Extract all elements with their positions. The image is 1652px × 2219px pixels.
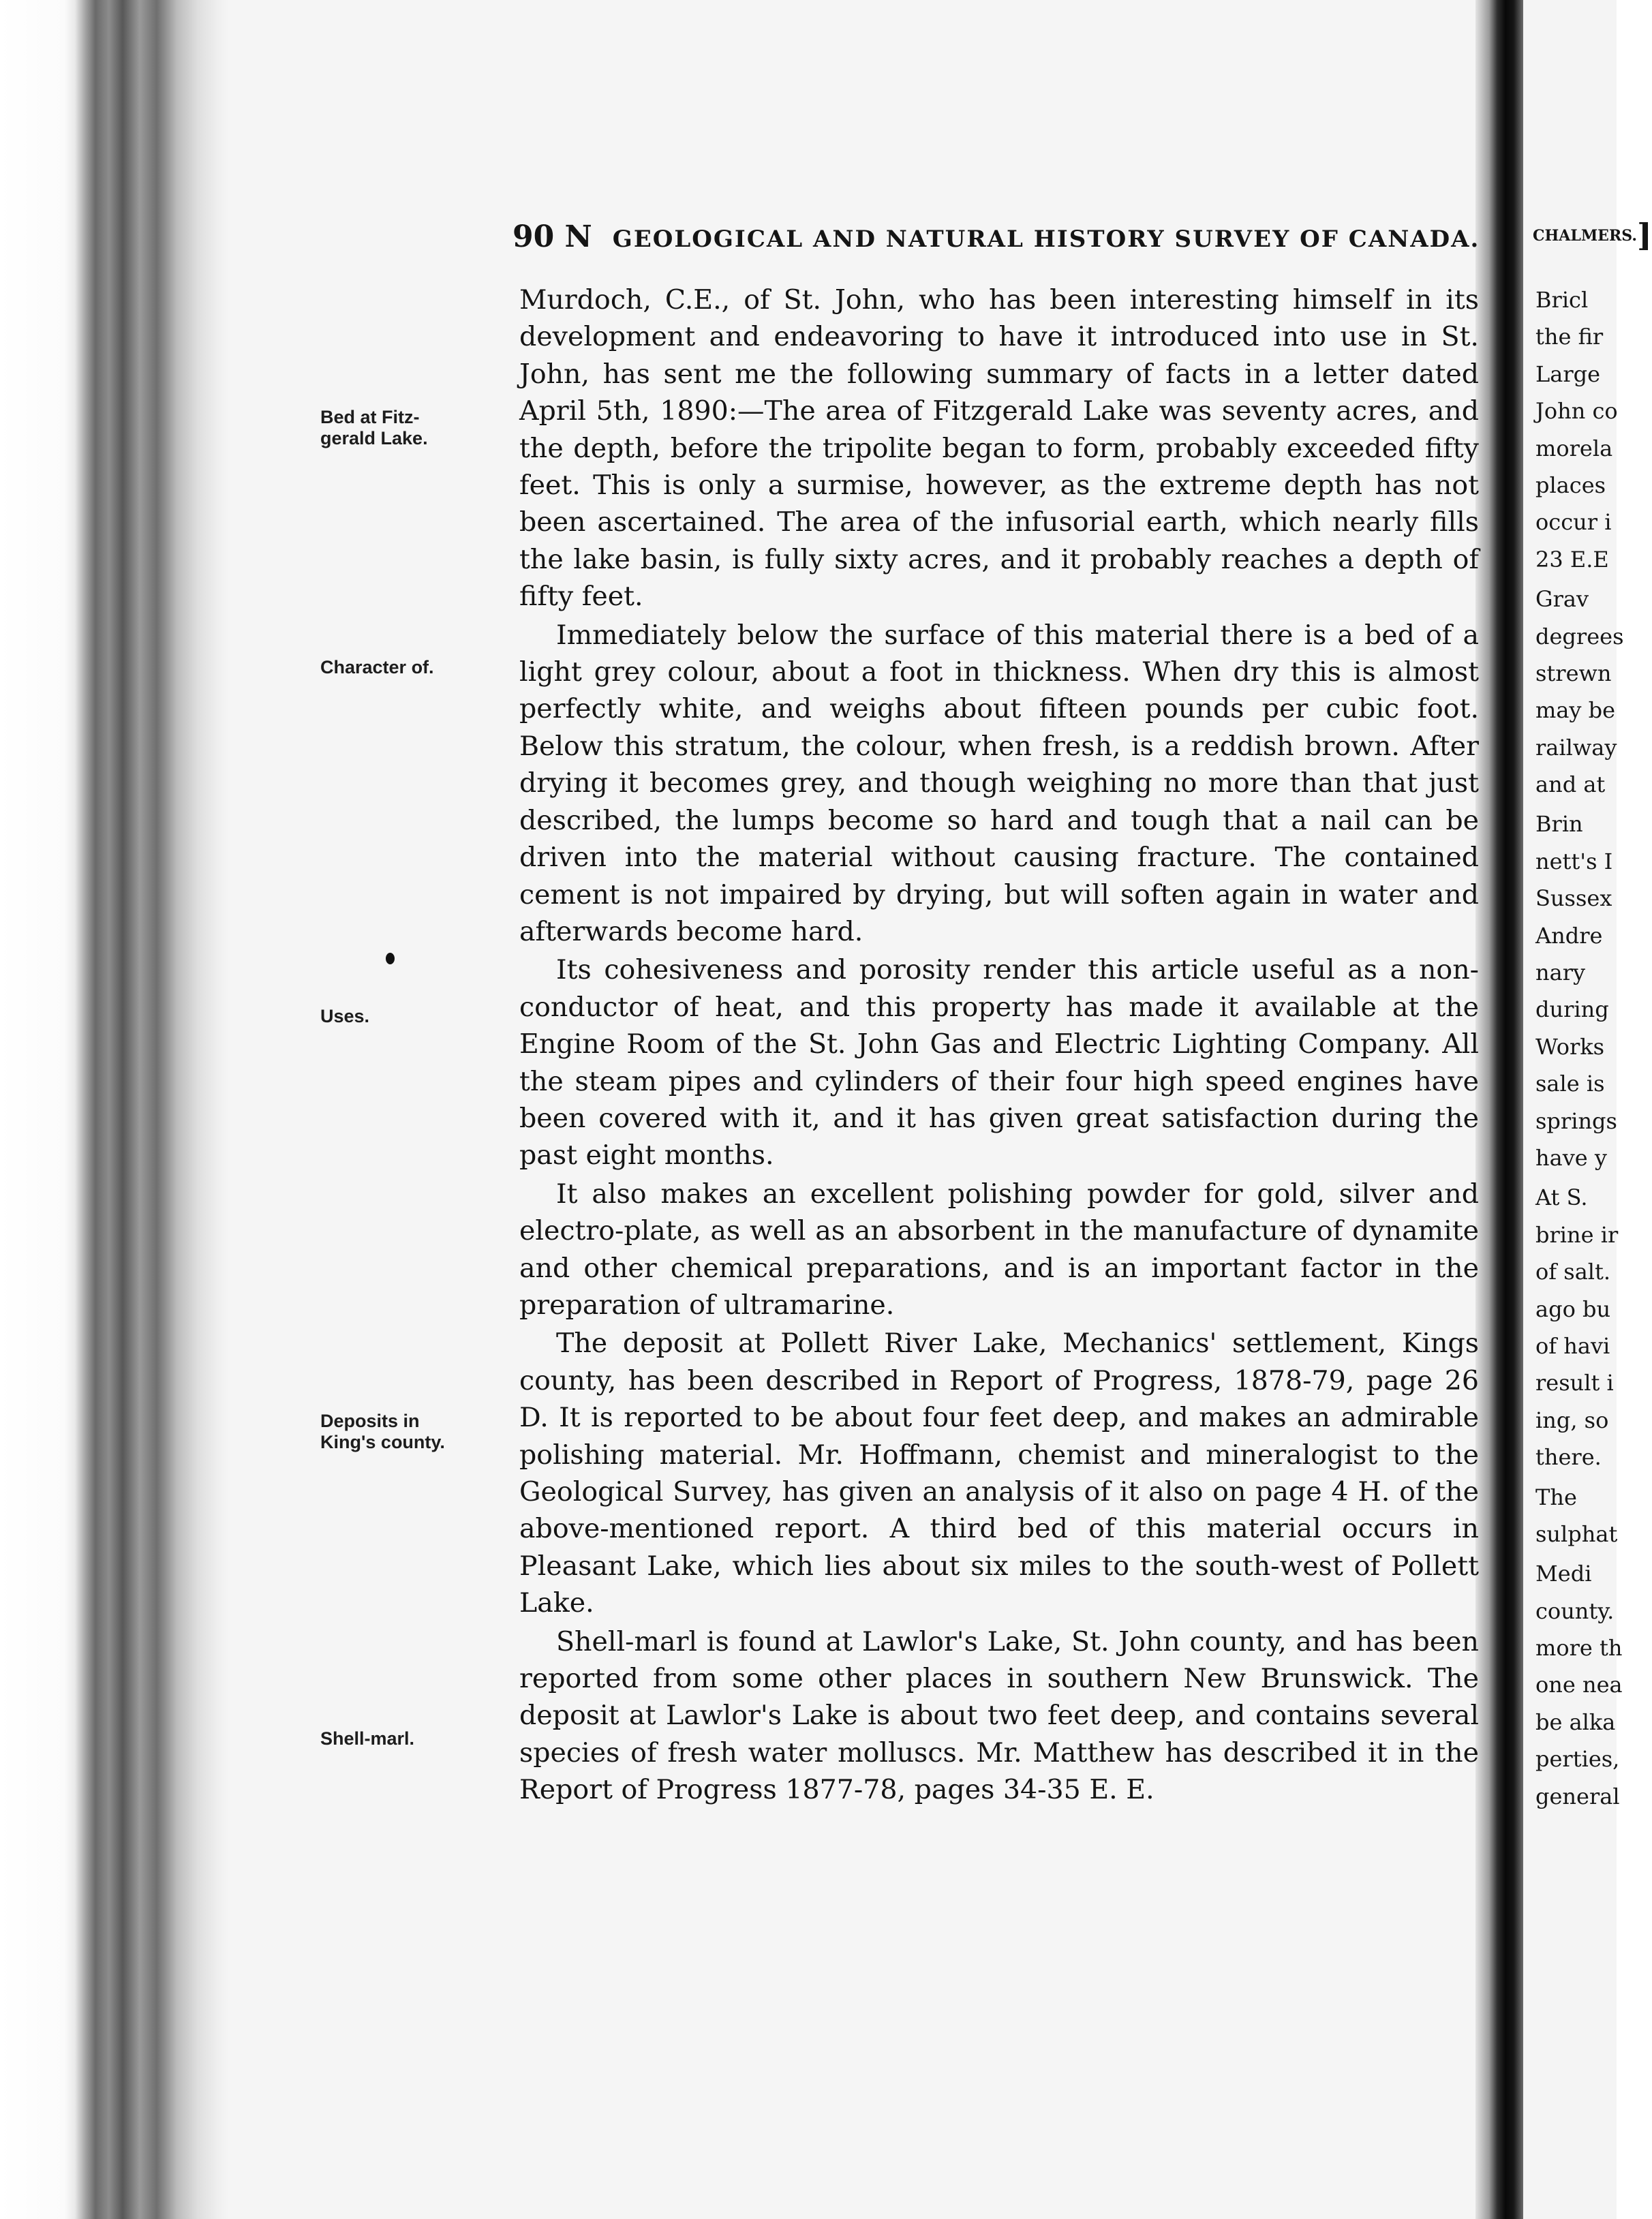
page-edge-stack — [0, 0, 228, 2219]
right-page-line: Bricl — [1535, 287, 1589, 313]
body-text — [519, 281, 1479, 1809]
running-head — [513, 219, 1480, 254]
right-page-line: nary — [1535, 960, 1586, 986]
paragraph: Its cohesiveness and porosity render this article useful as a non-conductor of heat, and this property has made it available at the Engine Room of the St. John Gas and Electric Lighting Company. All the steam pipes and cylinders of their four high speed engines have been covered with it, and it has given great satisfaction during the past eight months. — [519, 954, 1479, 1172]
book-gutter — [1475, 0, 1523, 2219]
right-page-line: have y — [1535, 1144, 1607, 1171]
right-page-line: degrees — [1535, 623, 1624, 649]
right-page-line: strewn — [1535, 660, 1612, 686]
right-page-line: sulphat — [1535, 1520, 1618, 1547]
right-page-line: county. — [1535, 1597, 1615, 1624]
right-page-line: 23 E.E — [1535, 546, 1609, 572]
paragraph: The deposit at Pollett River Lake, Mechanics' settlement, Kings county, has been described in Report of Progress, 1878-79, page 26 D. It is reported to be about four feet deep, and makes an admirable polishing material. Mr. Hoffmann, chemist and mineralogist to the Geological Survey, has given an analysis of it also on page 4 H. of the above-mentioned report. A third bed of this material occurs in Pleasant Lake, which lies about six miles to the south-west of Pollett Lake. — [519, 1328, 1479, 1619]
right-running-head: CHALMERS.] — [1533, 217, 1652, 254]
right-page-line: one nea — [1535, 1672, 1623, 1698]
paragraph: Murdoch, C.E., of St. John, who has been interesting himself in its development and endeavoring to have it introduced into use in St. John, has sent me the following summary of facts in a letter dated April 5th, 1890:—The area of Fitzgerald Lake was seventy acres, and the depth, before the tripolite began to form, probably exceeded fifty feet. This is only a surmise, however, as the extreme depth has not been ascertained. The area of the infusorial earth, which nearly fills the lake basin, is fully sixty acres, and it probably reaches a depth of fifty feet. — [519, 284, 1479, 613]
right-page-line: places — [1535, 472, 1606, 498]
right-page-line: may be — [1535, 697, 1616, 724]
right-page-line: of salt. — [1535, 1259, 1611, 1285]
right-page-fragment — [1523, 0, 1652, 2219]
margin-note-character: Character of. — [320, 657, 434, 677]
right-page-line: perties, — [1535, 1746, 1620, 1773]
right-page-line: sale is — [1535, 1071, 1605, 1097]
right-page-line: the fir — [1535, 324, 1604, 350]
right-page-line: occur i — [1535, 509, 1612, 536]
right-page-line: railway — [1535, 734, 1617, 761]
right-page-line: during — [1535, 996, 1609, 1023]
right-page-line: result i — [1535, 1370, 1614, 1396]
right-page-line: At S. — [1535, 1184, 1588, 1211]
right-page-line: Grav — [1535, 586, 1589, 613]
right-page-line: Medi — [1535, 1561, 1592, 1587]
right-page-line: brine ir — [1535, 1221, 1619, 1248]
right-page-lines — [1535, 281, 1624, 1815]
right-page-line: Sussex — [1535, 885, 1612, 912]
right-page-line: ing, so — [1535, 1407, 1609, 1433]
right-page-line: of havi — [1535, 1332, 1610, 1359]
margin-note-kings-county: Deposits in King's county. — [320, 1411, 445, 1452]
ink-spot — [386, 953, 395, 964]
right-page-line: The — [1535, 1484, 1577, 1510]
right-page-line: nett's I — [1535, 848, 1613, 874]
right-page-line: Andre — [1535, 922, 1603, 949]
right-page-line: Brin — [1535, 811, 1583, 838]
margin-note-shell-marl: Shell-marl. — [320, 1728, 415, 1749]
right-page-line: morela — [1535, 435, 1613, 461]
right-page-line: ago bu — [1535, 1296, 1611, 1322]
paragraph: Immediately below the surface of this material there is a bed of a light grey colour, about a foot in thickness. When dry this is almost perfectly white, and weighs about fifteen pounds per cubic foot. Below this stratum, the colour, when fresh, is a reddish brown. After drying it becomes grey, and though weighing no more than that just described, the lumps become so hard and tough that a nail can be driven into the material without causing fracture. The contained cement is not impaired by drying, but will soften again in water and afterwards become hard. — [519, 619, 1479, 947]
page-number: 90 N — [513, 219, 592, 254]
margin-note-uses: Uses. — [320, 1006, 370, 1026]
right-page-line: springs — [1535, 1107, 1617, 1134]
running-title: GEOLOGICAL AND NATURAL HISTORY SURVEY OF CANADA. — [612, 226, 1480, 253]
right-page-line: general — [1535, 1783, 1620, 1809]
right-page-line: be alka — [1535, 1709, 1616, 1735]
right-page-line: John co — [1535, 398, 1618, 425]
paragraph: Shell-marl is found at Lawlor's Lake, St. John county, and has been reported from some other places in southern New Brunswick. The deposit at Lawlor's Lake is about two feet deep, and contains several species of fresh water molluscs. Mr. Matthew has described it in the Report of Progress 1877-78, pages 34-35 E. E. — [519, 1625, 1479, 1806]
right-page-line: Works — [1535, 1033, 1605, 1060]
right-page-line: more th — [1535, 1635, 1623, 1662]
right-page-line: and at — [1535, 771, 1606, 798]
margin-note-fitzgerald: Bed at Fitz- gerald Lake. — [320, 407, 428, 448]
paragraph: It also makes an excellent polishing powder for gold, silver and electro-plate, as well as an absorbent in the manufacture of dynamite and other chemical preparations, and is an important factor in the preparation of ultramarine. — [519, 1178, 1479, 1321]
right-page-line: there. — [1535, 1444, 1602, 1471]
right-page-line: Large — [1535, 361, 1601, 387]
